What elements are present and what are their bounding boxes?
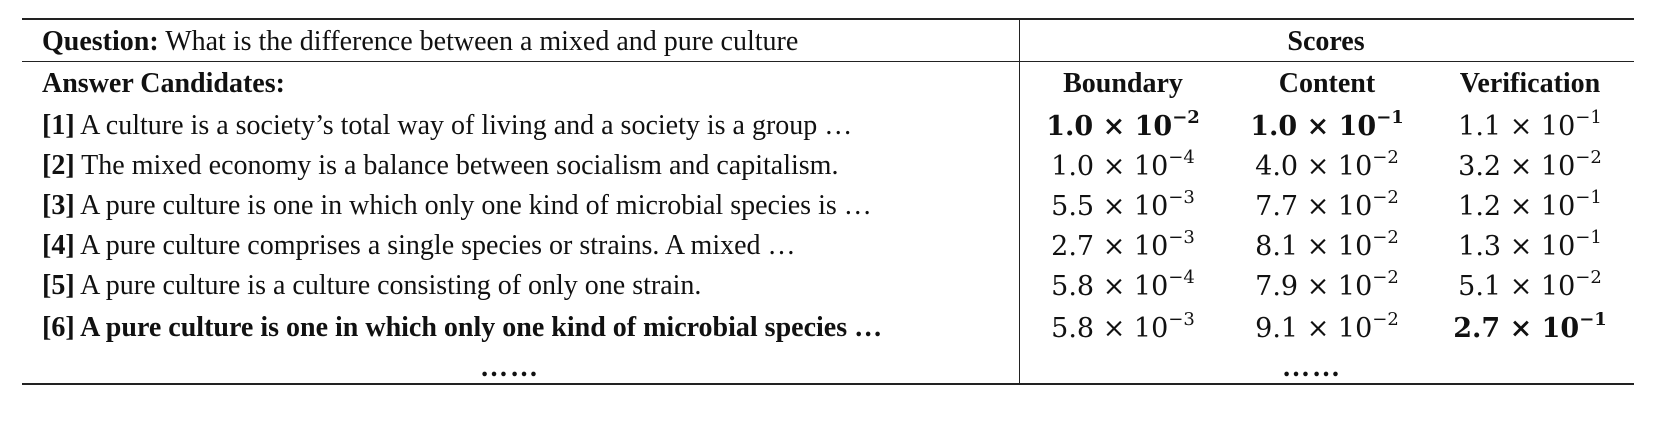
content-score (1217, 227, 1437, 262)
times-sign: × (1306, 191, 1330, 222)
content-score (1217, 309, 1437, 344)
times-sign: × (1509, 151, 1533, 182)
score-base: 10 (1133, 231, 1169, 262)
candidate-text: A pure culture comprises a single species or strains. A mixed … (80, 230, 796, 261)
times-sign: × (1102, 151, 1126, 182)
content-score (1217, 107, 1437, 142)
score-exponent: −1 (1376, 107, 1404, 128)
score-base: 10 (1134, 111, 1173, 142)
content-column-header: Content (1278, 68, 1376, 99)
score-exponent: −2 (1575, 147, 1602, 168)
times-sign: × (1306, 271, 1330, 302)
verification-score (1420, 267, 1640, 302)
score-base: 10 (1540, 111, 1576, 142)
boundary-score (1013, 147, 1233, 182)
score-mantissa: 1.0 (1046, 111, 1094, 142)
candidate-text: The mixed economy is a balance between socialism and capitalism. (81, 150, 839, 181)
header-rule (22, 61, 1634, 62)
candidate-index: [4] (42, 230, 75, 261)
verification-score (1420, 107, 1640, 142)
score-base: 10 (1540, 151, 1576, 182)
score-exponent: −1 (1575, 107, 1602, 128)
verification-column-header: Verification (1459, 68, 1601, 99)
verification-score (1420, 187, 1640, 222)
candidate-row (42, 230, 796, 262)
candidate-row (42, 110, 852, 142)
score-exponent: −4 (1168, 147, 1195, 168)
bottom-rule (22, 383, 1634, 385)
verification-score (1420, 227, 1640, 262)
times-sign: × (1102, 231, 1126, 262)
score-base: 10 (1540, 271, 1576, 302)
score-mantissa: 1.0 (1250, 111, 1298, 142)
score-mantissa: 7.7 (1255, 191, 1299, 222)
score-exponent: −2 (1372, 187, 1399, 208)
candidate-index: [3] (42, 190, 75, 221)
score-exponent: −2 (1575, 267, 1602, 288)
candidate-index: [1] (42, 110, 75, 141)
content-score (1217, 147, 1437, 182)
score-exponent: −1 (1575, 187, 1602, 208)
left-ellipsis: …… (480, 352, 540, 383)
top-rule (22, 18, 1634, 20)
score-mantissa: 1.1 (1458, 111, 1502, 142)
score-base: 10 (1540, 191, 1576, 222)
scores-header: Scores (1287, 26, 1365, 57)
candidate-row (42, 270, 701, 302)
candidate-text: A pure culture is one in which only one kind of microbial species is … (80, 190, 872, 221)
score-base: 10 (1337, 231, 1373, 262)
boundary-score (1013, 187, 1233, 222)
times-sign: × (1509, 111, 1533, 142)
boundary-score (1013, 227, 1233, 262)
candidate-row (42, 190, 872, 222)
score-mantissa: 5.5 (1051, 191, 1095, 222)
score-base: 10 (1133, 151, 1169, 182)
candidate-row (42, 150, 838, 182)
score-base: 10 (1337, 191, 1373, 222)
question-text: What is the difference between a mixed and pure culture (165, 26, 799, 57)
times-sign: × (1102, 191, 1126, 222)
score-exponent: −1 (1575, 227, 1602, 248)
times-sign: × (1509, 271, 1533, 302)
score-mantissa: 3.2 (1458, 151, 1502, 182)
score-exponent: −1 (1579, 309, 1607, 330)
score-mantissa: 1.3 (1458, 231, 1502, 262)
score-mantissa: 7.9 (1255, 271, 1299, 302)
times-sign: × (1306, 111, 1330, 142)
score-mantissa: 4.0 (1255, 151, 1299, 182)
score-mantissa: 2.7 (1453, 313, 1501, 344)
score-exponent: −3 (1168, 187, 1195, 208)
score-base: 10 (1133, 191, 1169, 222)
score-mantissa: 1.2 (1458, 191, 1502, 222)
candidate-index: [6] (42, 312, 75, 343)
question-line (42, 26, 798, 58)
times-sign: × (1306, 151, 1330, 182)
candidate-text: A pure culture is a culture consisting of only one strain. (80, 270, 702, 301)
score-mantissa: 1.0 (1051, 151, 1095, 182)
score-base: 10 (1337, 271, 1373, 302)
times-sign: × (1509, 313, 1533, 344)
candidate-text: A culture is a society’s total way of living and a society is a group … (80, 110, 853, 141)
score-exponent: −3 (1168, 227, 1195, 248)
score-mantissa: 5.8 (1051, 271, 1095, 302)
score-base: 10 (1541, 313, 1580, 344)
times-sign: × (1102, 313, 1126, 344)
score-exponent: −3 (1168, 309, 1195, 330)
boundary-score (1013, 309, 1233, 344)
score-mantissa: 9.1 (1255, 313, 1299, 344)
score-exponent: −2 (1372, 227, 1399, 248)
times-sign: × (1509, 231, 1533, 262)
score-base: 10 (1540, 231, 1576, 262)
score-mantissa: 5.1 (1458, 271, 1502, 302)
candidate-row (42, 312, 882, 344)
score-exponent: −2 (1372, 309, 1399, 330)
times-sign: × (1102, 111, 1126, 142)
score-exponent: −2 (1172, 107, 1200, 128)
boundary-score (1013, 107, 1233, 142)
question-label: Question: (42, 26, 159, 57)
right-ellipsis: …… (1282, 352, 1342, 383)
score-base: 10 (1337, 151, 1373, 182)
times-sign: × (1509, 191, 1533, 222)
content-score (1217, 187, 1437, 222)
answer-candidates-header: Answer Candidates: (42, 68, 285, 99)
score-mantissa: 8.1 (1255, 231, 1299, 262)
score-exponent: −4 (1168, 267, 1195, 288)
score-base: 10 (1133, 271, 1169, 302)
score-exponent: −2 (1372, 147, 1399, 168)
score-mantissa: 2.7 (1051, 231, 1095, 262)
times-sign: × (1306, 313, 1330, 344)
candidate-text: A pure culture is one in which only one kind of microbial species … (80, 312, 883, 343)
times-sign: × (1102, 271, 1126, 302)
score-exponent: −2 (1372, 267, 1399, 288)
score-base: 10 (1338, 111, 1377, 142)
score-mantissa: 5.8 (1051, 313, 1095, 344)
candidate-index: [5] (42, 270, 75, 301)
score-base: 10 (1337, 313, 1373, 344)
candidate-index: [2] (42, 150, 75, 181)
verification-score (1420, 309, 1640, 344)
verification-score (1420, 147, 1640, 182)
score-base: 10 (1133, 313, 1169, 344)
content-score (1217, 267, 1437, 302)
boundary-column-header: Boundary (1063, 68, 1183, 99)
boundary-score (1013, 267, 1233, 302)
times-sign: × (1306, 231, 1330, 262)
